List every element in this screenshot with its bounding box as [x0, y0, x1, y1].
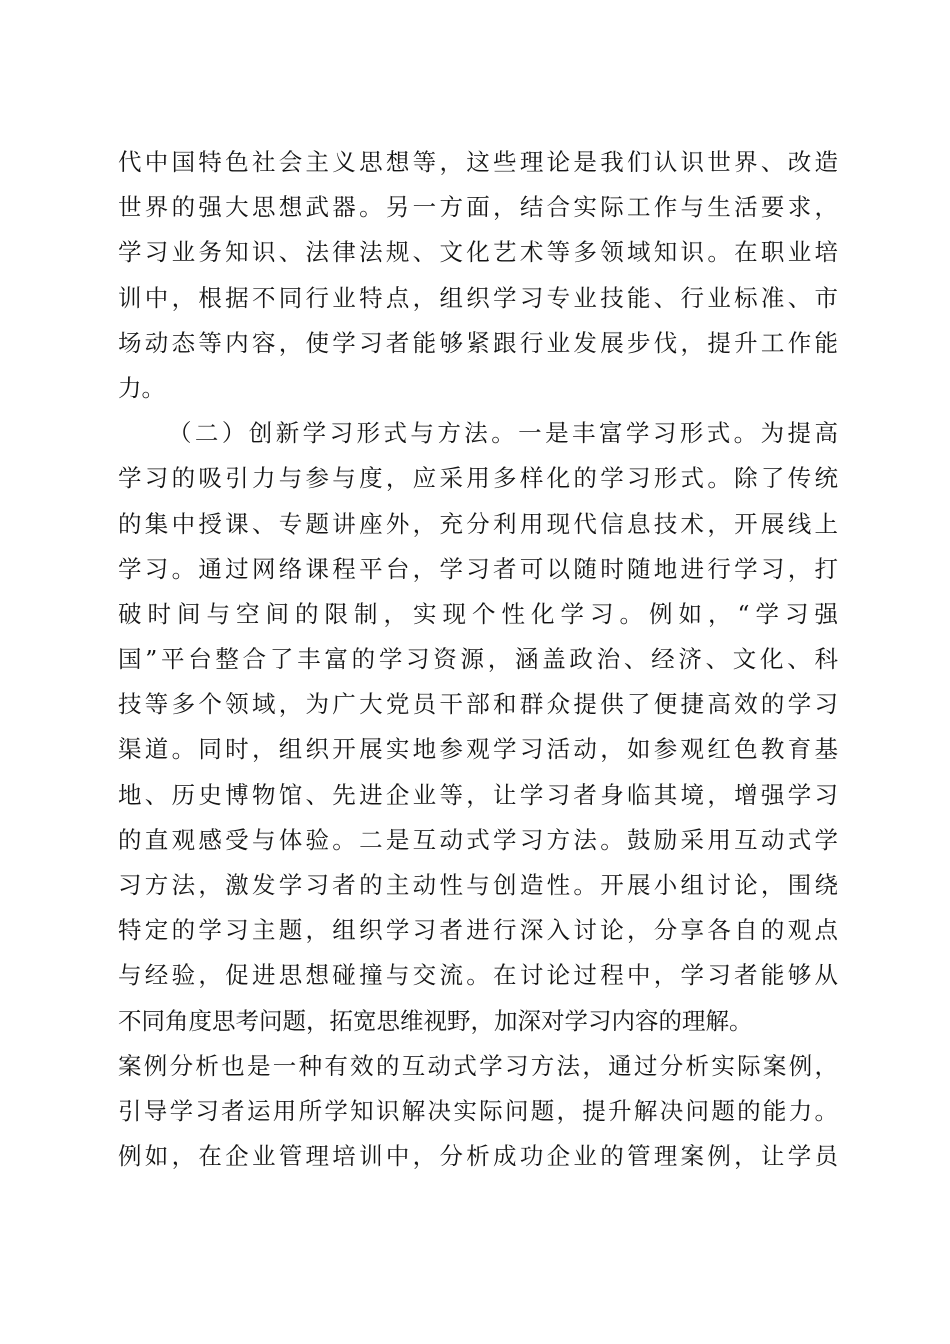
text-line: 渠道。同时，组织开展实地参观学习活动，如参观红色教育基: [118, 735, 838, 764]
text-line: 学习业务知识、法律法规、文化艺术等多领域知识。在职业培: [118, 238, 838, 267]
text-line: 例如，在企业管理培训中，分析成功企业的管理案例，让学员: [118, 1142, 838, 1171]
text-line: 的直观感受与体验。二是互动式学习方法。鼓励采用互动式学: [118, 825, 838, 854]
text-line: 引导学习者运用所学知识解决实际问题，提升解决问题的能力。: [118, 1096, 838, 1125]
text-line: 国”平台整合了丰富的学习资源，涵盖政治、经济、文化、科: [118, 645, 838, 674]
section-heading-line: （二）创新学习形式与方法。一是丰富学习形式。为提高: [168, 419, 838, 448]
text-line: 世界的强大思想武器。另一方面，结合实际工作与生活要求，: [118, 193, 838, 222]
text-line: 学习的吸引力与参与度，应采用多样化的学习形式。除了传统: [118, 464, 838, 493]
text-line: 破时间与空间的限制，实现个性化学习。例如，“学习强: [118, 599, 838, 628]
text-line: 案例分析也是一种有效的互动式学习方法，通过分析实际案例，: [118, 1051, 838, 1080]
text-line: 场动态等内容，使学习者能够紧跟行业发展步伐，提升工作能: [118, 328, 838, 357]
text-line: 技等多个领域，为广大党员干部和群众提供了便捷高效的学习: [118, 690, 838, 719]
text-line: 学习。通过网络课程平台，学习者可以随时随地进行学习，打: [118, 554, 838, 583]
text-line: 与经验，促进思想碰撞与交流。在讨论过程中，学习者能够从: [118, 961, 838, 990]
body-text: [118, 140, 838, 1179]
text-line: 不同角度思考问题，拓宽思维视野，加深对学习内容的理解。: [118, 1006, 753, 1035]
text-line: 特定的学习主题，组织学习者进行深入讨论，分享各自的观点: [118, 916, 838, 945]
text-line: 地、历史博物馆、先进企业等，让学习者身临其境，增强学习: [118, 780, 838, 809]
text-line: 的集中授课、专题讲座外，充分利用现代信息技术，开展线上: [118, 509, 838, 538]
text-line: 代中国特色社会主义思想等，这些理论是我们认识世界、改造: [118, 148, 838, 176]
text-line: 习方法，激发学习者的主动性与创造性。开展小组讨论，围绕: [118, 871, 838, 899]
text-line: 训中，根据不同行业特点，组织学习专业技能、行业标准、市: [118, 283, 838, 312]
text-line: 力。: [118, 373, 165, 402]
